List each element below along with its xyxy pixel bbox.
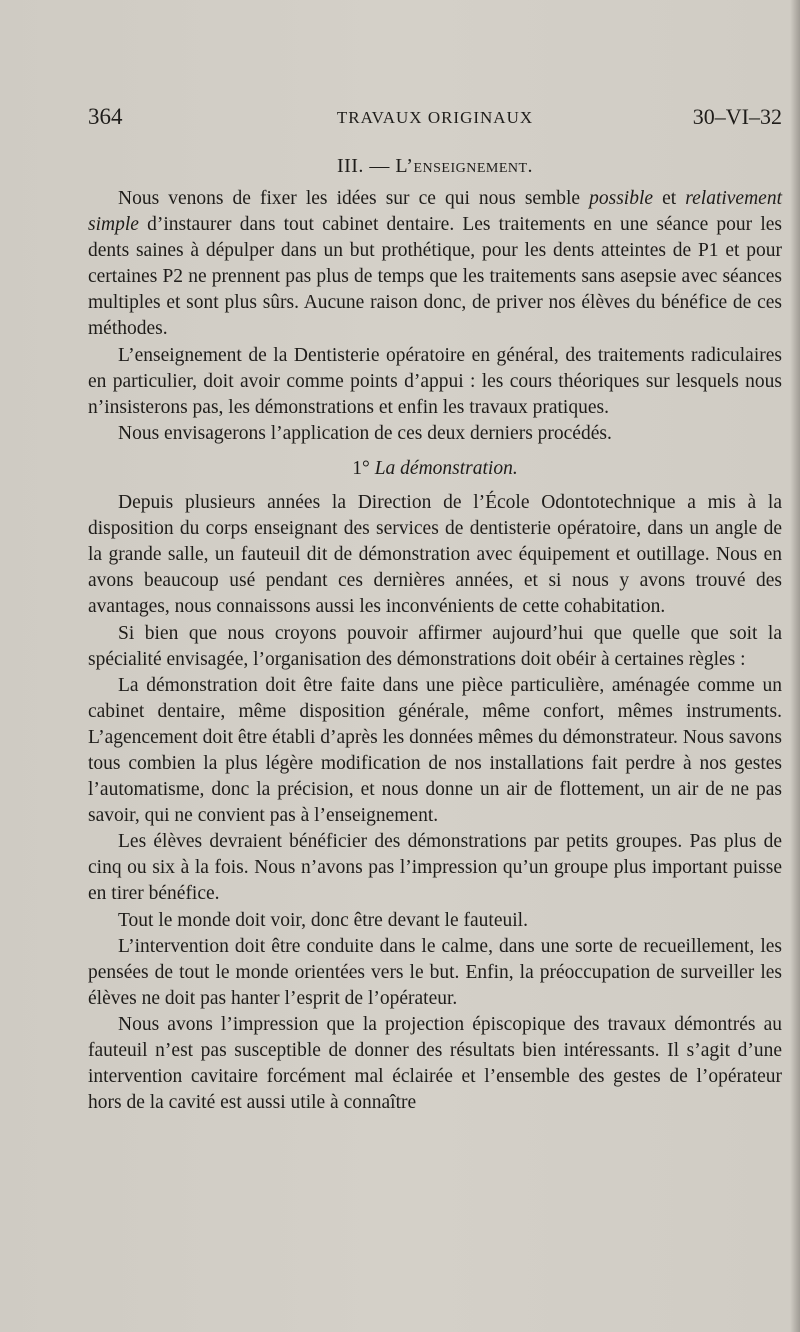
subsection-number: 1° <box>352 457 375 479</box>
paragraph-3: Nous envisagerons l’application de ces deux derniers procédés. <box>118 422 612 444</box>
paragraph-1-part-c: d’instaurer dans tout cabinet dentaire. Les traitements en une séance pour les dents saines à dépulper dans un but prothétique, pour les dents atteintes de P1 et pour certaines P2 ne prennent pas plus de temps que les traitements sans asepsie avec séances multiples et sont plus sûrs. Aucune raison donc, de priver nos élèves du bénéfice de ces méthodes. <box>88 214 782 340</box>
section-number: III. — <box>336 155 396 177</box>
emphasis-possible: possible <box>589 188 654 209</box>
paragraph-10: Nous avons l’impression que la projection épiscopique des travaux démontrés au fauteuil n’est pas susceptible de donner des résultats bien intéressants. Il s’agit d’une intervention cavitaire forcément mal éclairée et l’ensemble des gestes de l’opérateur hors de la cavité est aussi utile à connaître <box>88 1013 782 1114</box>
paragraph-9: L’intervention doit être conduite dans le calme, dans une sorte de recueillement, les pensées de tout le monde orientées vers le but. Enfin, la préoccupation de surveiller les élèves ne doit pas hanter l’esprit de l’opérateur. <box>88 935 782 1009</box>
paragraph-5: Si bien que nous croyons pouvoir affirmer aujourd’hui que quelle que soit la spécialité envisagée, l’organisation des démonstrations doit obéir à certaines règles : <box>88 622 782 670</box>
header-date: 30–VI–32 <box>692 104 782 129</box>
paragraph-2: L’enseignement de la Dentisterie opératoire en général, des traitements radiculaires en particulier, doit avoir comme points d’appui : les cours théoriques sur lesquels nous n’insisterons pas, les démonstrations et enfin les travaux pratiques. <box>88 344 782 418</box>
subsection-heading <box>88 456 782 482</box>
page-edge-shadow <box>790 0 800 1332</box>
paragraph-7: Les élèves devraient bénéficier des démonstrations par petits groupes. Pas plus de cinq ou six à la fois. Nous n’avons pas l’impression qu’un groupe plus important puisse en tirer bénéfice. <box>88 831 782 905</box>
page-number: 364 <box>88 104 123 129</box>
section-title: L’enseignement. <box>395 155 534 177</box>
paragraph-1 <box>88 186 782 343</box>
paragraph-6: La démonstration doit être faite dans une pièce particulière, aménagée comme un cabinet dentaire, même disposition générale, même confort, mêmes instruments. L’agencement doit être établi d’après les données mêmes du démonstrateur. Nous savons tous combien la plus légère modification de nos installations fait perdre à nos gestes l’automatisme, donc la précision, et nous donne un air de flottement, un air de ne pas savoir, qui ne convient pas à l’enseignement. <box>88 674 782 827</box>
paragraph-4: Depuis plusieurs années la Direction de l’École Odontotechnique a mis à la disposition du corps enseignant des services de dentisterie opératoire, dans un angle de la grande salle, un fauteuil dit de démonstration avec équipement et outillage. Nous en avons beaucoup usé pendant ces dernières années, et si nous y avons trouvé des avantages, nous connaissons aussi les inconvénients de cette cohabitation. <box>88 492 782 618</box>
running-title: TRAVAUX ORIGINAUX <box>336 108 534 127</box>
section-heading <box>88 155 782 178</box>
emphasis-relativement-simple: relativement simple <box>88 188 782 236</box>
paragraph-1-part-b: et <box>653 188 686 209</box>
paragraph-8: Tout le monde doit voir, donc être devant le fauteuil. <box>118 909 528 931</box>
paragraph-1-part-a: Nous venons de fixer les idées sur ce qui nous semble <box>118 188 590 209</box>
subsection-title: La démonstration. <box>374 457 518 479</box>
running-head <box>88 104 782 136</box>
body-text <box>88 186 782 1116</box>
